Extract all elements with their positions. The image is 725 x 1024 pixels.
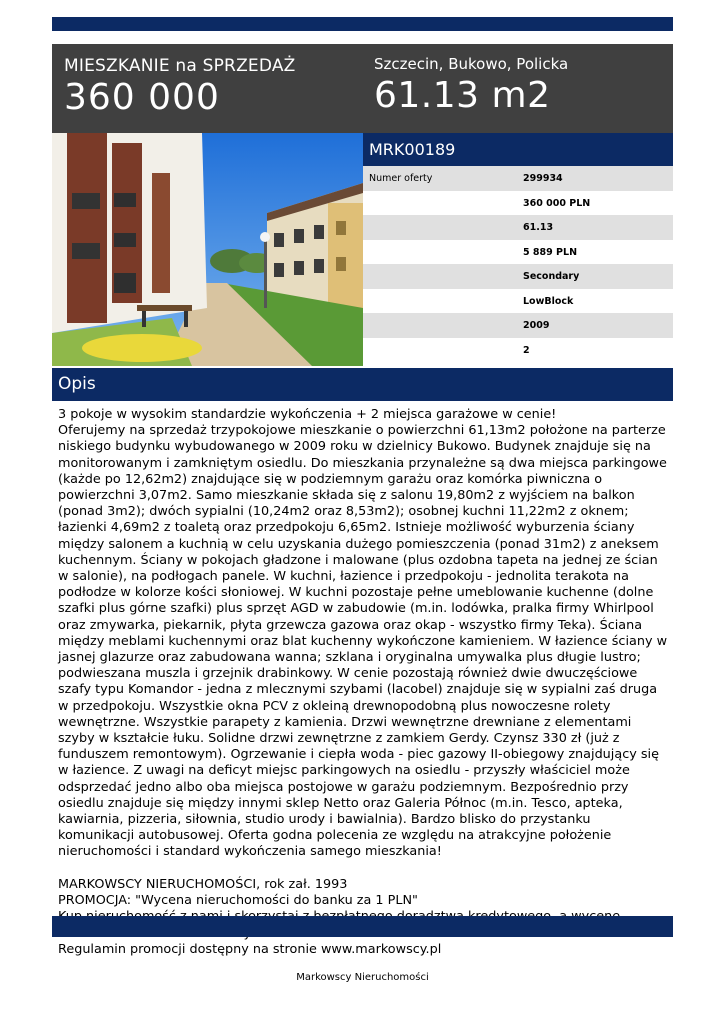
offer-code: MRK00189	[363, 133, 673, 166]
detail-row	[363, 240, 673, 265]
detail-row	[363, 215, 673, 240]
top-decorative-bar	[52, 17, 673, 31]
detail-value: 2	[523, 344, 530, 356]
detail-row	[363, 166, 673, 191]
listing-header	[52, 44, 673, 133]
detail-row	[363, 313, 673, 338]
description-heading: Opis	[52, 368, 673, 401]
detail-row	[363, 264, 673, 289]
detail-label: Numer oferty	[369, 173, 433, 184]
detail-value: 61.13	[523, 222, 554, 233]
details-panel	[363, 133, 673, 362]
detail-value: LowBlock	[523, 295, 574, 307]
detail-value: 299934	[523, 173, 563, 184]
detail-value: 2009	[523, 320, 550, 331]
detail-value: Secondary	[523, 271, 580, 282]
detail-row	[363, 338, 673, 363]
listing-location: Szczecin, Bukowo, Policka	[374, 55, 569, 73]
header-right	[374, 55, 568, 116]
description-text: 3 pokoje w wysokim standardzie wykończenia + 2 miejsca garażowe w cenie! Oferujemy na sprzedaż trzypokojowe mieszkanie o powierzchni 61,13m2 położone na parterze niskiego budynku wybudowanego w 2009 roku w dzielnicy Bukowo. Budynek znajduje się na monitorowanym i zamkniętym osiedlu. Do mieszkania przynależne są dwa miejsca parkingowe (każde po 12,62m2) znajdujące się w podziemnym garażu oraz komórka piwniczna o powierzchni 3,07m2. Samo mieszkanie składa się z salonu 19,80m2 z wyjściem na balkon (ponad 3m2); dwóch sypialni (10,24m2 oraz 8,53m2); osobnej kuchni 11,22m2 z oknem; łazienki 4,69m2 z toaletą oraz przedpokoju 6,65m2. Istnieje możliwość wyburzenia ściany między salonem a kuchnią w celu uzyskania dużego pomieszczenia (ponad 31m2) z aneksem kuchennym. Ściany w pokojach gładzone i malowane (plus ozdobna tapeta na jednej ze ścian w salonie), na podłogach panele. W kuchni, łazience i przedpokoju - jednolita terakota na podłodze w kolorze kości słoniowej. W kuchni pozostaje pełne umeblowanie kuchenne (dolne szafki plus górne szafki) plus sprzęt AGD w zabudowie (m.in. lodówka, pralka firmy Whirlpool oraz zmywarka, piekarnik, płyta grzewcza gazowa oraz okap - wszystko firmy Teka). Ściana między meblami kuchennymi oraz blat kuchenny wykończone kamieniem. W łazience ściany w jasnej glazurze oraz zabudowana wanna; szklana i oryginalna umywalka plus długie lustro; podwieszana muszla i grzejnik drabinkowy. W cenie pozostają również dwie dwuczęściowe szafy typu Komandor - jedna z mlecznymi szybami (lacobel) znajduje się w sypialni zaś druga w przedpokoju. Wszystkie okna PCV z okleiną drewnopodobną plus nowoczesne rolety wewnętrzne. Wszystkie parapety z kamienia. Drzwi wewnętrzne drewniane z elementami szyby w kształcie łuku. Solidne drzwi zewnętrzne z zamkiem Gerdy. Czynsz 330 zł (już z funduszem remontowym). Ogrzewanie i ciepła woda - piec gazowy II-obiegowy znajdujący się w łazience. Z uwagi na deficyt miejsc parkingowych na osiedlu - przyszły właściciel może odsprzedać jedno albo oba miejsca postojowe w garażu podziemnym. Bezpośrednio przy osiedlu znajduje się między innymi sklep Netto oraz Galeria Północ (m.in. Tesco, apteka, kawiarnia, pizzeria, siłownia, studio urody i bawialnia). Bardzo blisko do przystanku komunikacji autobusowej. Oferta godna polecenia ze względu na atrakcyjne położenie nieruchomości i standard wykończenia samego mieszkania! MARKOWSCY NIERUCHOMOŚCI, rok zał. 1993 PROMOCJA: "Wycena nieruchomości do banku za 1 PLN" Regulamin promocji dostępny na stronie www.markowscy.pl	[58, 407, 668, 957]
bottom-decorative-bar	[52, 916, 673, 937]
footer-agency: Markowscy Nieruchomości	[296, 972, 429, 983]
property-photo	[52, 133, 363, 366]
detail-row	[363, 289, 673, 314]
detail-row	[363, 191, 673, 216]
detail-value: 360 000 PLN	[523, 197, 591, 209]
header-left	[64, 56, 296, 118]
detail-value: 5 889 PLN	[523, 246, 578, 258]
listing-area: 61.13 m2	[374, 75, 551, 116]
listing-type: MIESZKANIE na SPRZEDAŻ	[64, 56, 296, 76]
listing-price: 360 000	[64, 77, 220, 118]
